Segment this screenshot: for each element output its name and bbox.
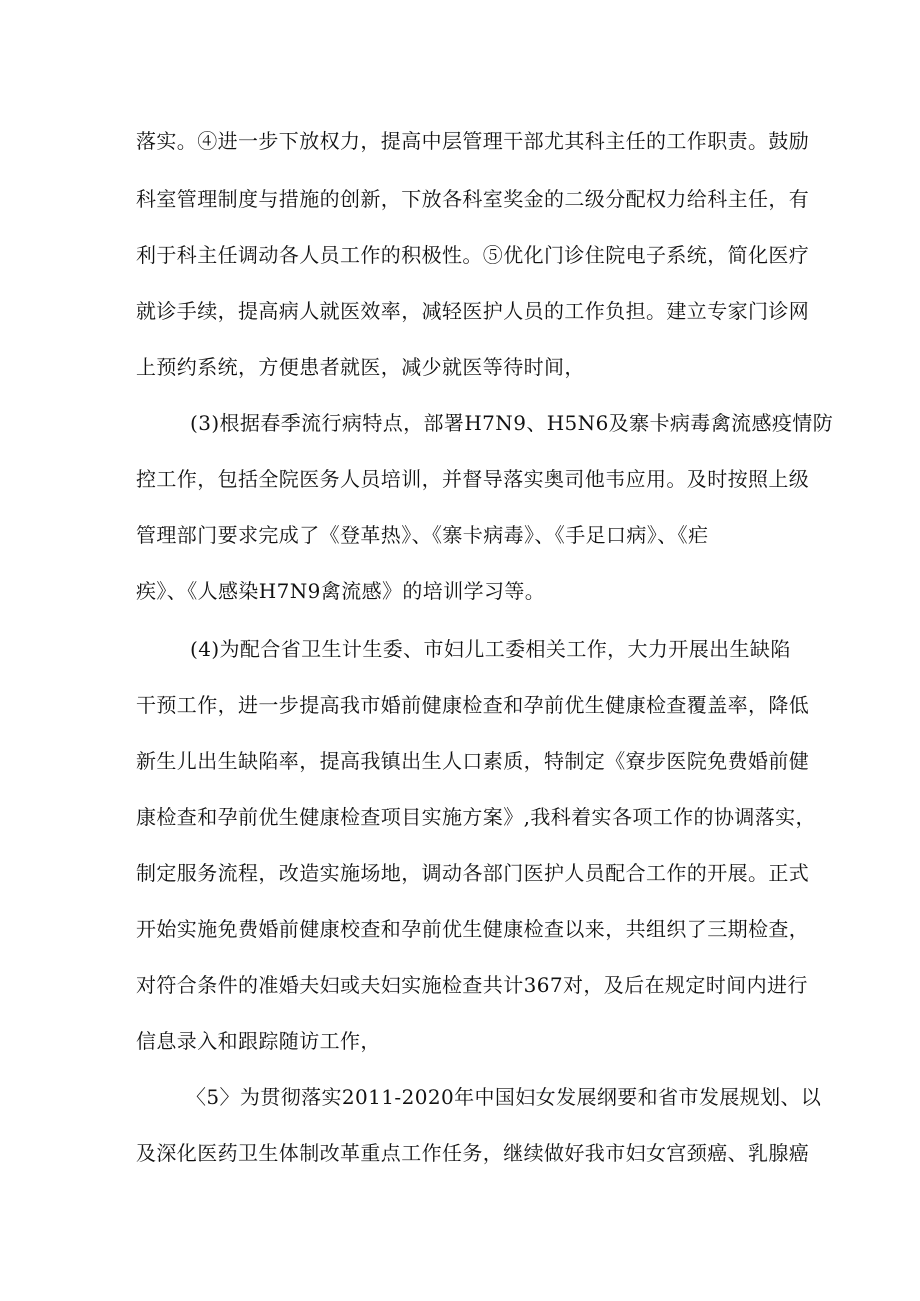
text-line: 制定服务流程，改造实施场地，调动各部门医护人员配合工作的开展。正式 (136, 861, 810, 885)
text-line: 干预工作，进一步提高我市婚前健康检查和孕前优生健康检查覆盖率，降低 (136, 693, 810, 717)
text-line: 控工作，包括全院医务人员培训，并督导落实奥司他韦应用。及时按照上级 (136, 467, 810, 491)
text-line: 新生儿出生缺陷率，提高我镇出生人口素质，特制定《寮步医院免费婚前健 (136, 749, 810, 773)
text-line: 信息录入和跟踪随访工作， (136, 1029, 381, 1053)
text-line: (4)为配合省卫生计生委、市妇儿工委相关工作，大力开展出生缺陷 (190, 637, 791, 661)
text-line: (3)根据春季流行病特点，部署H7N9、H5N6及寨卡病毒禽流感疫情防 (190, 411, 834, 435)
text-line: 〈5〉为贯彻落实2011-2020年中国妇女发展纲要和省市发展规划、以 (186, 1085, 822, 1109)
text-line: 利于科主任调动各人员工作的积极性。⑤优化门诊住院电子系统，简化医疗 (136, 243, 810, 267)
text-line: 上预约系统，方便患者就医，减少就医等待时间， (136, 355, 585, 379)
text-line: 康检查和孕前优生健康检查项目实施方案》,我科着实各项工作的协调落实， (136, 805, 816, 829)
text-line: 管理部门要求完成了《登革热》、《寨卡病毒》、《手足口病》、《疟 (136, 523, 709, 547)
text-line: 就诊手续，提高病人就医效率，减轻医护人员的工作负担。建立专家门诊网 (136, 299, 810, 323)
text-line: 疾》、《人感染H7N9禽流感》的培训学习等。 (136, 579, 546, 603)
text-line: 及深化医药卫生体制改革重点工作任务，继续做好我市妇女宫颈癌、乳腺癌 (136, 1141, 810, 1165)
text-line: 科室管理制度与措施的创新，下放各科室奖金的二级分配权力给科主任，有 (136, 187, 810, 211)
text-line: 对符合条件的准婚夫妇或夫妇实施检查共计367对，及后在规定时间内进行 (136, 973, 808, 997)
text-line: 开始实施免费婚前健康校查和孕前优生健康检查以来，共组织了三期检查， (136, 917, 810, 941)
text-line: 落实。④进一步下放权力，提高中层管理干部尤其科主任的工作职责。鼓励 (136, 129, 810, 153)
